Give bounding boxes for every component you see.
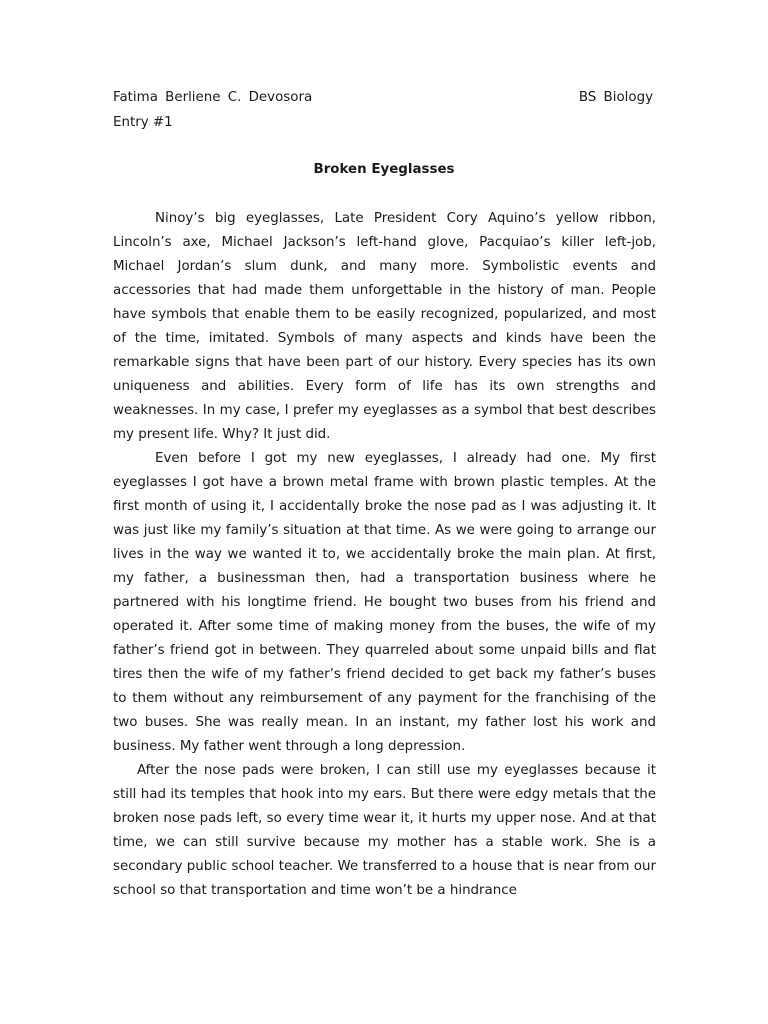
course-name: BS Biology [578, 90, 653, 105]
paragraph-2: Even before I got my new eyeglasses, I already had one. My first eyeglasses I got have a brown metal frame with brown plastic temples. At the first month of using it, I accidentally broke the nose pad as I was adjusting it. It was just like my family’s situation at that time. As we were going to arrange our lives in the way we wanted it to, we accidentally broke the main plan. At first, my father, a businessman then, had a transportation business where he partnered with his longtime friend. He bought two buses from his friend and operated it. After some time of making money from the buses, the wife of my father’s friend got in between. They quarreled about some unpaid bills and flat tires then the wife of my father’s friend decided to get back my father’s buses to them without any reimbursement of any payment for the franchising of the two buses. She was really mean. In an instant, my father lost his work and business. My father went through a long depression. [113, 451, 656, 754]
essay-body [113, 207, 656, 903]
entry-number: Entry #1 [113, 115, 173, 130]
paragraph-1: Ninoy’s big eyeglasses, Late President Cory Aquino’s yellow ribbon, Lincoln’s axe, Michael Jackson’s left-hand glove, Pacquiao’s killer left-job, Michael Jordan’s slum dunk, and many more. Symbolistic events and accessories that had made them unforgettable in the history of man. People have symbols that enable them to be easily recognized, popularized, and most of the time, imitated. Symbols of many aspects and kinds have been the remarkable signs that have been part of our history. Every species has its own uniqueness and abilities. Every form of life has its own strengths and weaknesses. In my case, I prefer my eyeglasses as a symbol that best describes my present life. Why? It just did. [113, 211, 656, 442]
header-row [113, 88, 653, 108]
paragraph-3: After the nose pads were broken, I can still use my eyeglasses because it still had its temples that hook into my ears. But there were edgy metals that the broken nose pads left, so every time wear it, it hurts my upper nose. And at that time, we can still survive because my mother has a stable work. She is a secondary public school teacher. We transferred to a house that is near from our school so that transportation and time won’t be a hindrance [113, 763, 656, 898]
essay-title: Broken Eyeglasses [313, 162, 455, 177]
author-name: Fatima Berliene C. Devosora [113, 90, 313, 105]
